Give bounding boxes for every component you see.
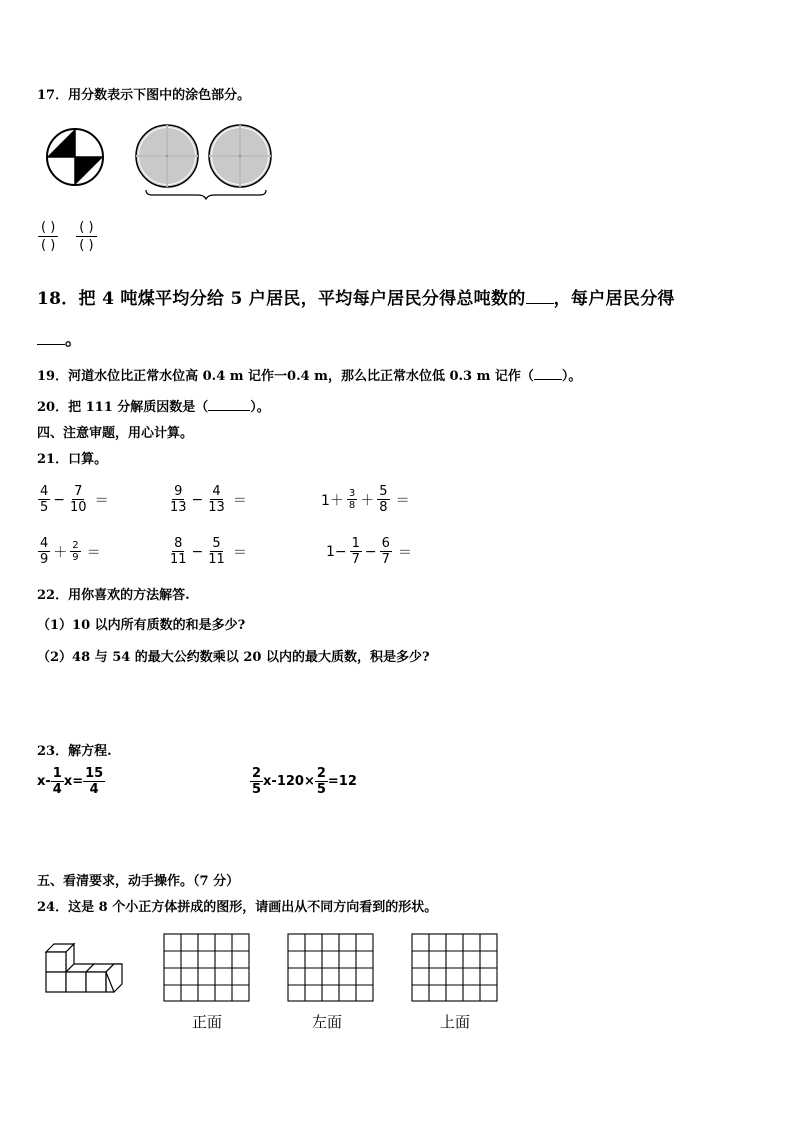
fraction: $\frac{4}{5}$ bbox=[40, 484, 49, 515]
fraction: $\frac{1}{4}$ bbox=[52, 766, 62, 797]
operator: − bbox=[191, 543, 204, 560]
q23-equation-2: $\frac{2}{5}$ x-120× $\frac{2}{5}$ =12 bbox=[252, 766, 357, 797]
fraction: $\frac{1}{7}$ bbox=[351, 536, 360, 567]
q21-item-3 bbox=[318, 484, 413, 515]
grid-top-view[interactable] bbox=[411, 933, 499, 1002]
grid-left-view[interactable] bbox=[287, 933, 375, 1002]
figure-cube-stack bbox=[42, 936, 126, 998]
operator: ＋ bbox=[360, 492, 375, 509]
q20-text: 20．把 111 分解质因数是（ ）。 bbox=[37, 400, 270, 415]
operator: ＋ bbox=[53, 544, 68, 561]
equals-sign: ＝ bbox=[86, 544, 101, 561]
fraction: $\frac{4}{9}$ bbox=[40, 536, 49, 567]
fraction: $\frac{9}{13}$ bbox=[170, 484, 187, 515]
q18-blank-2[interactable] bbox=[37, 344, 65, 345]
q21-item-6 bbox=[323, 536, 415, 567]
q22-sub2: （2）48 与 54 的最大公约数乘以 20 以内的最大质数，积是多少? bbox=[37, 650, 430, 665]
q22-text: 22．用你喜欢的方法解答. bbox=[37, 588, 190, 603]
q21-text: 21．口算。 bbox=[37, 452, 108, 467]
grid-front-view[interactable] bbox=[163, 933, 251, 1002]
q21-item-1 bbox=[38, 484, 112, 515]
fraction: $\frac{2}{5}$ bbox=[252, 766, 262, 797]
equals-sign: ＝ bbox=[397, 544, 412, 561]
q21-item-4 bbox=[38, 536, 104, 567]
q23-text: 23．解方程. bbox=[37, 744, 112, 759]
fraction: $\frac{3}{8}$ bbox=[348, 488, 356, 511]
equals-sign: ＝ bbox=[395, 492, 410, 509]
q24-text: 24．这是 8 个小正方体拼成的图形，请画出从不同方向看到的形状。 bbox=[37, 900, 438, 915]
label-front: 正面 bbox=[191, 1013, 222, 1031]
label-left: 左面 bbox=[311, 1013, 342, 1031]
fraction: $\frac{8}{11}$ bbox=[170, 536, 187, 567]
q21-item-2 bbox=[168, 484, 250, 515]
q17-answer-1[interactable]: $\frac{( )}{( )}$ bbox=[38, 219, 58, 254]
figure-two-gray-circles bbox=[130, 120, 278, 200]
fraction: $\frac{5}{11}$ bbox=[208, 536, 225, 567]
operator: − bbox=[53, 491, 66, 508]
fraction: $\frac{4}{13}$ bbox=[208, 484, 225, 515]
fraction: $\frac{7}{10}$ bbox=[70, 484, 87, 515]
figure-circle-shaded-quarters bbox=[44, 126, 106, 188]
operator: − bbox=[364, 543, 377, 560]
q18-line2: 。 bbox=[37, 325, 82, 350]
q21-item-5 bbox=[168, 536, 250, 567]
q18-line1: 18．把 4 吨煤平均分给 5 户居民，平均每户居民分得总吨数的 ，每户居民分得 bbox=[37, 289, 675, 309]
q22-sub1: （1）10 以内所有质数的和是多少? bbox=[37, 618, 246, 633]
fraction: $\frac{2}{9}$ bbox=[72, 540, 79, 563]
section5-heading: 五、看清要求，动手操作。（7 分） bbox=[37, 874, 240, 889]
fraction: $\frac{15}{4}$ bbox=[85, 766, 104, 797]
q17-answer-slots bbox=[38, 219, 103, 254]
q19-blank[interactable] bbox=[534, 379, 562, 380]
q18-blank-1[interactable] bbox=[526, 303, 554, 304]
operator: − bbox=[191, 491, 204, 508]
fraction: $\frac{5}{8}$ bbox=[379, 484, 388, 515]
fraction: $\frac{6}{7}$ bbox=[381, 536, 390, 567]
operator: 1＋ bbox=[321, 492, 344, 509]
q20-blank[interactable] bbox=[208, 410, 250, 411]
q17-text: 17．用分数表示下图中的涂色部分。 bbox=[37, 88, 251, 103]
q23-equation-1: x- $\frac{1}{4}$ x= $\frac{15}{4}$ bbox=[37, 766, 104, 797]
q19-text: 19．河道水位比正常水位高 0.4 m 记作一0.4 m，那么比正常水位低 0.3 m 记作（ ）。 bbox=[37, 369, 582, 384]
equals-sign: ＝ bbox=[232, 492, 247, 509]
equals-sign: ＝ bbox=[232, 544, 247, 561]
fraction: $\frac{2}{5}$ bbox=[316, 766, 326, 797]
operator: 1− bbox=[326, 543, 347, 560]
section4-heading: 四、注意审题，用心计算。 bbox=[37, 426, 194, 441]
q17-answer-2[interactable]: $\frac{( )}{( )}$ bbox=[76, 219, 96, 254]
label-top: 上面 bbox=[439, 1013, 470, 1031]
equals-sign: ＝ bbox=[94, 492, 109, 509]
